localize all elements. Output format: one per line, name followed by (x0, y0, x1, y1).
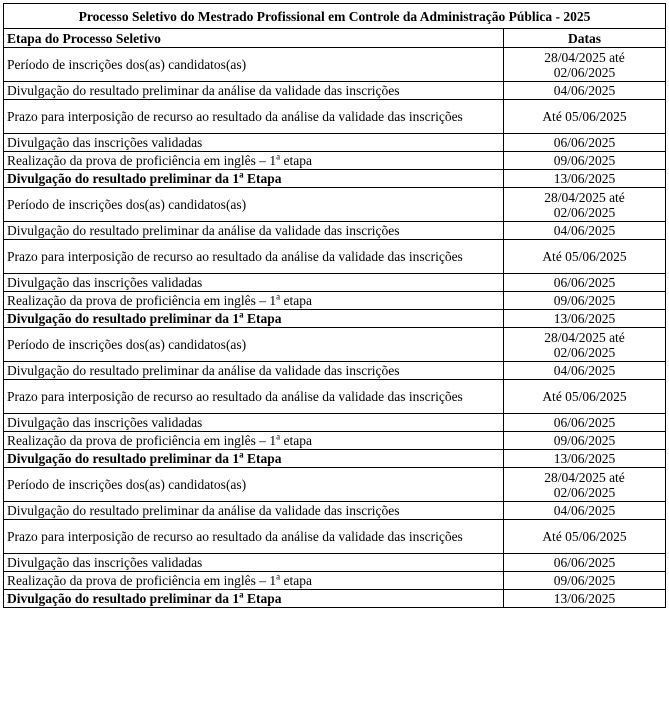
table-row (4, 274, 666, 292)
stage-cell: Divulgação do resultado preliminar da 1$^a$ Etapa (4, 450, 504, 468)
date-cell: 28/04/2025 até 02/06/2025 (504, 188, 666, 222)
table-row (4, 432, 666, 450)
ordinal-indicator: a (276, 151, 281, 162)
header-stage: Etapa do Processo Seletivo (4, 29, 504, 48)
stage-cell: Período de inscrições dos(as) candidatos(as) (4, 188, 504, 222)
date-cell: 06/06/2025 (504, 134, 666, 152)
stage-cell: Divulgação do resultado preliminar da análise da validade das inscrições (4, 222, 504, 240)
stage-cell: Prazo para interposição de recurso ao resultado da análise da validade das inscrições (4, 240, 504, 274)
date-cell: 06/06/2025 (504, 414, 666, 432)
date-cell: 04/06/2025 (504, 222, 666, 240)
date-cell: 09/06/2025 (504, 292, 666, 310)
date-cell: 28/04/2025 até 02/06/2025 (504, 328, 666, 362)
ordinal-indicator: a (276, 291, 281, 302)
stage-cell: Realização da prova de proficiência em inglês – 1$^a$ etapa (4, 292, 504, 310)
table-row (4, 240, 666, 274)
table-row (4, 188, 666, 222)
stage-cell: Prazo para interposição de recurso ao resultado da análise da validade das inscrições (4, 380, 504, 414)
table-row (4, 100, 666, 134)
date-cell: 04/06/2025 (504, 502, 666, 520)
ordinal-indicator: a (239, 169, 244, 180)
table-row (4, 554, 666, 572)
date-cell: 13/06/2025 (504, 170, 666, 188)
table-row (4, 572, 666, 590)
stage-cell: Divulgação do resultado preliminar da 1$^a$ Etapa (4, 170, 504, 188)
ordinal-indicator: a (276, 571, 281, 582)
date-cell: 13/06/2025 (504, 450, 666, 468)
date-cell: 09/06/2025 (504, 572, 666, 590)
ordinal-indicator: a (239, 589, 244, 600)
stage-cell: Realização da prova de proficiência em inglês – 1$^a$ etapa (4, 432, 504, 450)
table-row (4, 520, 666, 554)
date-cell: Até 05/06/2025 (504, 240, 666, 274)
ordinal-indicator: a (239, 449, 244, 460)
table-row (4, 222, 666, 240)
table-row (4, 380, 666, 414)
stage-cell: Prazo para interposição de recurso ao resultado da análise da validade das inscrições (4, 100, 504, 134)
date-cell: 04/06/2025 (504, 82, 666, 100)
date-cell: 04/06/2025 (504, 362, 666, 380)
stage-cell: Divulgação do resultado preliminar da 1$^a$ Etapa (4, 590, 504, 608)
stage-cell: Período de inscrições dos(as) candidatos(as) (4, 48, 504, 82)
table-row (4, 414, 666, 432)
table-row (4, 152, 666, 170)
date-cell: 13/06/2025 (504, 310, 666, 328)
stage-cell: Período de inscrições dos(as) candidatos(as) (4, 328, 504, 362)
table-row (4, 328, 666, 362)
date-cell: 09/06/2025 (504, 432, 666, 450)
stage-cell: Divulgação das inscrições validadas (4, 554, 504, 572)
table-row (4, 134, 666, 152)
table-row (4, 82, 666, 100)
date-cell: 06/06/2025 (504, 274, 666, 292)
stage-cell: Divulgação das inscrições validadas (4, 134, 504, 152)
date-cell: Até 05/06/2025 (504, 380, 666, 414)
stage-cell: Divulgação das inscrições validadas (4, 274, 504, 292)
stage-cell: Divulgação do resultado preliminar da análise da validade das inscrições (4, 502, 504, 520)
date-cell: 13/06/2025 (504, 590, 666, 608)
table-row (4, 292, 666, 310)
stage-cell: Divulgação do resultado preliminar da 1$^a$ Etapa (4, 310, 504, 328)
table-row (4, 48, 666, 82)
date-cell: Até 05/06/2025 (504, 100, 666, 134)
table-row (4, 450, 666, 468)
date-cell: 28/04/2025 até 02/06/2025 (504, 48, 666, 82)
date-cell: 09/06/2025 (504, 152, 666, 170)
stage-cell: Divulgação do resultado preliminar da análise da validade das inscrições (4, 362, 504, 380)
date-cell: 06/06/2025 (504, 554, 666, 572)
table-row (4, 502, 666, 520)
ordinal-indicator: a (276, 431, 281, 442)
stage-cell: Período de inscrições dos(as) candidatos(as) (4, 468, 504, 502)
schedule-table (3, 3, 666, 608)
stage-cell: Divulgação do resultado preliminar da análise da validade das inscrições (4, 82, 504, 100)
table-row (4, 170, 666, 188)
date-cell: Até 05/06/2025 (504, 520, 666, 554)
header-date: Datas (504, 29, 666, 48)
stage-cell: Prazo para interposição de recurso ao resultado da análise da validade das inscrições (4, 520, 504, 554)
stage-cell: Realização da prova de proficiência em inglês – 1$^a$ etapa (4, 572, 504, 590)
table-title: Processo Seletivo do Mestrado Profissional em Controle da Administração Pública - 2025 (4, 4, 666, 29)
table-row (4, 468, 666, 502)
table-row (4, 590, 666, 608)
table-row (4, 310, 666, 328)
stage-cell: Divulgação das inscrições validadas (4, 414, 504, 432)
date-cell: 28/04/2025 até 02/06/2025 (504, 468, 666, 502)
stage-cell: Realização da prova de proficiência em inglês – 1$^a$ etapa (4, 152, 504, 170)
table-row (4, 362, 666, 380)
ordinal-indicator: a (239, 309, 244, 320)
table-body (4, 48, 666, 608)
